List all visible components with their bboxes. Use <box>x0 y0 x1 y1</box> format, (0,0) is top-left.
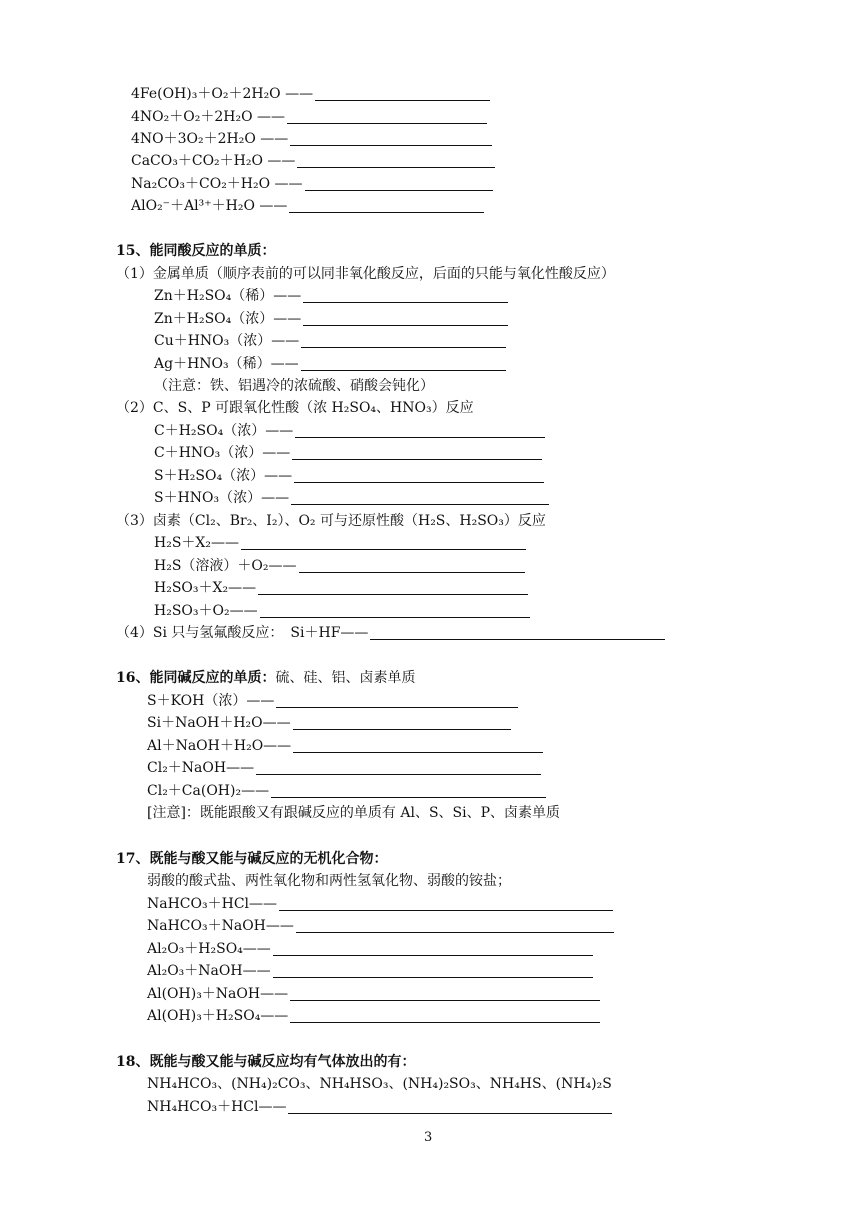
section-16-heading-detail: 硫、硅、铝、卤素单质 <box>275 670 416 686</box>
answer-blank[interactable] <box>305 176 493 191</box>
equation-text: S＋H₂SO₄（浓）—— <box>154 468 293 484</box>
equation-line <box>154 488 549 508</box>
equation-line <box>147 758 541 778</box>
equation-text: H₂S＋X₂—— <box>154 535 239 551</box>
equation-line <box>154 556 525 576</box>
equation-line <box>147 1006 600 1026</box>
equation-line <box>147 894 613 914</box>
answer-blank[interactable] <box>292 445 542 460</box>
equation-text: Ag＋HNO₃（稀）—— <box>154 356 299 372</box>
equation-text: Al(OH)₃＋H₂SO₄—— <box>147 1008 289 1024</box>
equation-line <box>147 984 600 1004</box>
answer-blank[interactable] <box>256 760 541 775</box>
equation-line <box>154 466 544 486</box>
equation-text: Al₂O₃＋H₂SO₄—— <box>147 941 271 957</box>
equation-line <box>154 286 508 306</box>
equation-text: 4Fe(OH)₃＋O₂＋2H₂O —— <box>131 86 314 102</box>
equation-text: Zn＋H₂SO₄（稀）—— <box>154 288 302 304</box>
answer-blank[interactable] <box>303 288 508 303</box>
equation-text: Al＋NaOH＋H₂O—— <box>147 738 292 754</box>
answer-blank[interactable] <box>301 356 506 371</box>
equation-text: NaHCO₃＋NaOH—— <box>147 918 294 934</box>
answer-blank[interactable] <box>290 986 600 1001</box>
equation-text: Na₂CO₃＋CO₂＋H₂O —— <box>131 176 303 192</box>
answer-blank[interactable] <box>295 423 545 438</box>
section-15-part-4: （4）Si 只与氢氟酸反应： Si＋HF—— <box>116 625 369 641</box>
answer-blank[interactable] <box>273 963 593 978</box>
section-16-note: [注意]：既能跟酸又有跟碱反应的单质有 Al、S、Si、P、卤素单质 <box>147 805 561 821</box>
section-15-part-1: （1）金属单质（顺序表前的可以同非氧化酸反应，后面的只能与氧化性酸反应） <box>116 266 615 282</box>
equation-line <box>131 129 492 149</box>
page-number: 3 <box>424 1130 433 1145</box>
equation-line <box>131 84 490 104</box>
section-16-heading: 16、能同碱反应的单质： <box>116 670 276 686</box>
answer-blank[interactable] <box>315 86 490 101</box>
equation-line <box>147 916 614 936</box>
answer-blank[interactable] <box>290 131 492 146</box>
answer-blank[interactable] <box>241 535 526 550</box>
equation-line <box>147 691 518 711</box>
equation-line <box>147 939 593 959</box>
answer-blank[interactable] <box>276 693 518 708</box>
equation-line <box>154 443 542 463</box>
equation-text: Al(OH)₃＋NaOH—— <box>147 986 289 1002</box>
answer-blank[interactable] <box>258 580 528 595</box>
answer-blank[interactable] <box>288 1099 612 1114</box>
equation-text: Cu＋HNO₃（浓）—— <box>154 333 300 349</box>
answer-blank[interactable] <box>296 918 614 933</box>
answer-blank[interactable] <box>291 490 549 505</box>
equation-line <box>147 713 511 733</box>
answer-blank[interactable] <box>303 311 508 326</box>
answer-blank[interactable] <box>273 941 593 956</box>
section-17-heading: 17、既能与酸又能与碱反应的无机化合物： <box>116 851 388 867</box>
equation-line <box>154 331 506 351</box>
equation-text: C＋H₂SO₄（浓）—— <box>154 423 294 439</box>
equation-line <box>154 533 526 553</box>
section-15-part-2: （2）C、S、P 可跟氧化性酸（浓 H₂SO₄、HNO₃）反应 <box>116 400 474 416</box>
equation-line <box>154 601 530 621</box>
equation-text: Zn＋H₂SO₄（浓）—— <box>154 311 302 327</box>
answer-blank[interactable] <box>299 558 525 573</box>
equation-text: NH₄HCO₃＋HCl—— <box>147 1099 287 1115</box>
equation-text: S＋KOH（浓）—— <box>147 693 275 709</box>
equation-line <box>154 354 506 374</box>
equation-line <box>131 107 487 127</box>
section-15-note: （注意：铁、铝遇冷的浓硫酸、硝酸会钝化） <box>154 378 434 394</box>
equation-line <box>131 151 495 171</box>
answer-blank[interactable] <box>297 153 495 168</box>
answer-blank[interactable] <box>301 333 506 348</box>
section-16-heading-line <box>116 668 415 688</box>
equation-text: S＋HNO₃（浓）—— <box>154 490 290 506</box>
equation-text: H₂SO₃＋X₂—— <box>154 580 257 596</box>
equation-text: Cl₂＋Ca(OH)₂—— <box>147 783 270 799</box>
equation-line <box>154 309 508 329</box>
answer-blank[interactable] <box>260 603 530 618</box>
equation-text: H₂SO₃＋O₂—— <box>154 603 258 619</box>
equation-text: Al₂O₃＋NaOH—— <box>147 963 271 979</box>
equation-text: C＋HNO₃（浓）—— <box>154 445 291 461</box>
answer-blank[interactable] <box>293 738 543 753</box>
equation-text: Si＋NaOH＋H₂O—— <box>147 715 291 731</box>
section-15-part-3: （3）卤素（Cl₂、Br₂、I₂）、O₂ 可与还原性酸（H₂S、H₂SO₃）反应 <box>116 513 546 529</box>
equation-line <box>147 961 593 981</box>
equation-line <box>154 578 528 598</box>
section-18-heading: 18、既能与酸又能与碱反应均有气体放出的有： <box>116 1054 416 1070</box>
equation-text: H₂S（溶液）＋O₂—— <box>154 558 297 574</box>
equation-text: NaHCO₃＋HCl—— <box>147 896 278 912</box>
equation-text: 4NO₂＋O₂＋2H₂O —— <box>131 109 285 125</box>
equation-text: CaCO₃＋CO₂＋H₂O —— <box>131 153 296 169</box>
answer-blank[interactable] <box>294 468 544 483</box>
equation-line <box>147 736 543 756</box>
equation-line <box>154 421 545 441</box>
section-17-intro: 弱酸的酸式盐、两性氧化物和两性氢氧化物、弱酸的铵盐； <box>147 873 511 889</box>
equation-line <box>131 196 484 216</box>
answer-blank[interactable] <box>293 715 511 730</box>
equation-line <box>147 781 546 801</box>
equation-text: AlO₂⁻＋Al³⁺＋H₂O —— <box>131 198 288 214</box>
answer-blank[interactable] <box>370 625 665 640</box>
equation-text: Cl₂＋NaOH—— <box>147 760 255 776</box>
answer-blank[interactable] <box>279 896 613 911</box>
equation-line <box>147 1097 612 1117</box>
equation-line <box>116 623 665 643</box>
answer-blank[interactable] <box>289 198 484 213</box>
answer-blank[interactable] <box>290 1008 600 1023</box>
section-15-heading: 15、能同酸反应的单质： <box>116 243 276 259</box>
section-18-intro: NH₄HCO₃、(NH₄)₂CO₃、NH₄HSO₃、(NH₄)₂SO₃、NH₄HS、(NH₄)₂S <box>147 1076 612 1092</box>
answer-blank[interactable] <box>287 109 487 124</box>
answer-blank[interactable] <box>271 783 546 798</box>
equation-text: 4NO＋3O₂＋2H₂O —— <box>131 131 289 147</box>
equation-line <box>131 174 493 194</box>
